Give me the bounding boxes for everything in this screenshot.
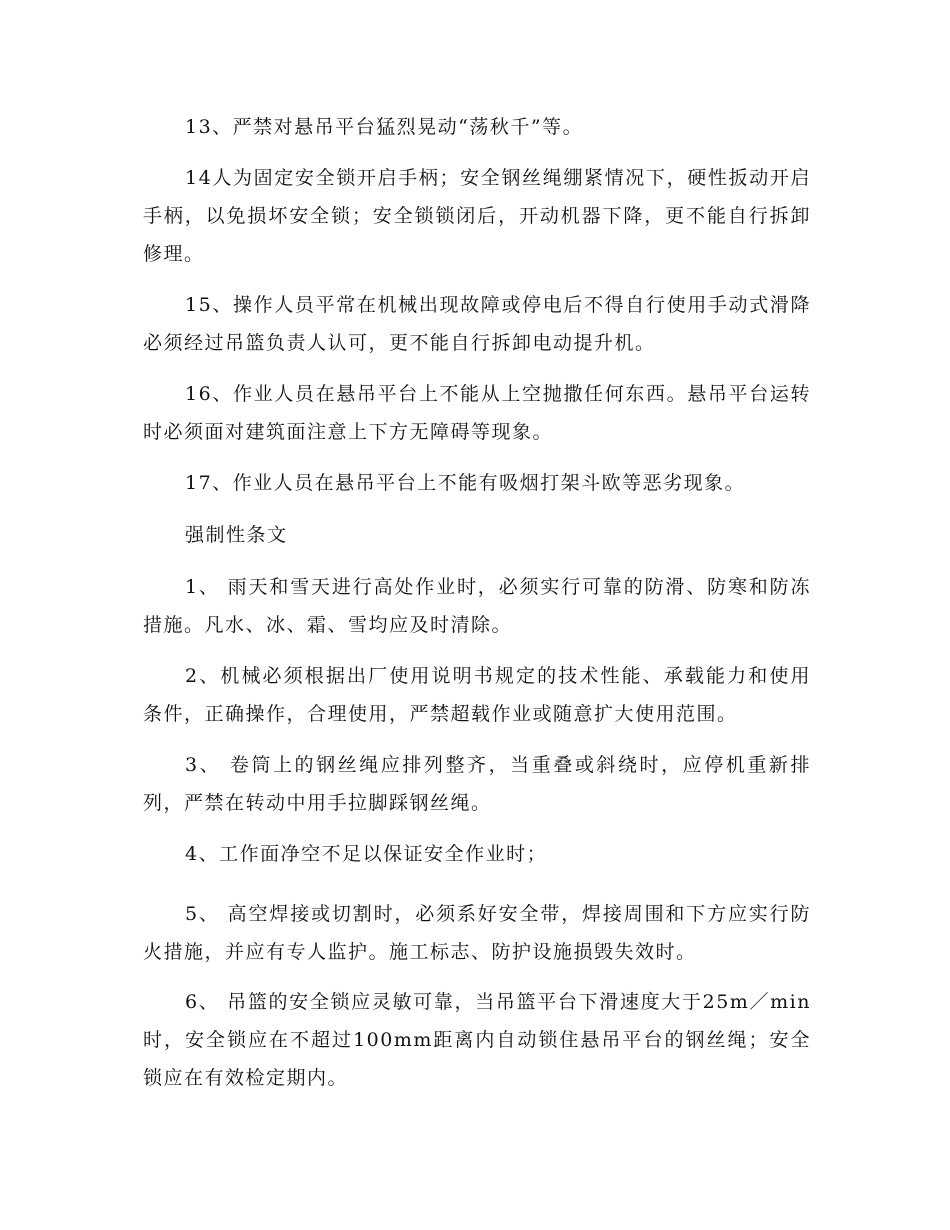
mandatory-item-6: 6、 吊篮的安全锁应灵敏可靠，当吊篮平台下滑速度大于25m／min时，安全锁应在不超过100mm距离内自动锁住悬吊平台的钢丝绳；安全锁应在有效检定期内。 [143,991,811,1089]
paragraph-item-15: 15、操作人员平常在机械出现故障或停电后不得自行使用手动式滑降必须经过吊篮负责人认可，更不能自行拆卸电动提升机。 [143,294,811,354]
paragraph-item-13: 13、严禁对悬吊平台猛烈晃动“荡秋千”等。 [185,116,584,138]
section-heading: 强制性条文 [185,524,288,546]
mandatory-item-2: 2、机械必须根据出厂使用说明书规定的技术性能、承载能力和使用条件，正确操作，合理使用，严禁超载作业或随意扩大使用范围。 [143,665,811,725]
paragraph-item-17: 17、作业人员在悬吊平台上不能有吸烟打架斗欧等恶劣现象。 [185,472,746,494]
mandatory-item-3: 3、 卷筒上的钢丝绳应排列整齐，当重叠或斜绕时，应停机重新排列，严禁在转动中用手拉脚踩钢丝绳。 [143,754,811,814]
mandatory-item-5: 5、 高空焊接或切割时，必须系好安全带，焊接周围和下方应实行防火措施，并应有专人监护。施工标志、防护设施损毁失效时。 [143,903,811,963]
mandatory-item-4: 4、工作面净空不足以保证安全作业时； [185,843,548,865]
mandatory-item-1: 1、 雨天和雪天进行高处作业时，必须实行可靠的防滑、防寒和防冻措施。凡水、冰、霜、雪均应及时清除。 [143,576,811,636]
paragraph-item-16: 16、作业人员在悬吊平台上不能从上空抛撒任何东西。悬吊平台运转时必须面对建筑面注意上下方无障碍等现象。 [143,383,811,443]
paragraph-item-14: 14人为固定安全锁开启手柄；安全钢丝绳绷紧情况下，硬性扳动开启手柄，以免损坏安全锁；安全锁锁闭后，开动机器下降，更不能自行拆卸修理。 [143,167,811,265]
